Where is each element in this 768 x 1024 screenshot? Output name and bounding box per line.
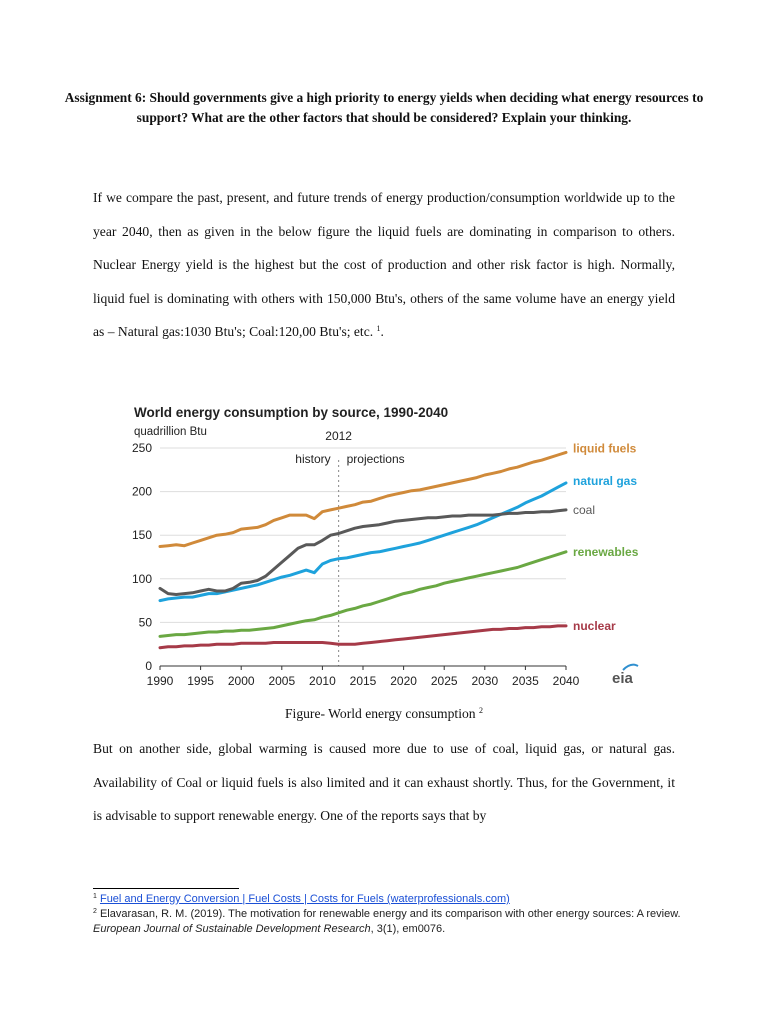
energy-consumption-chart [126,400,646,695]
figure-caption [93,706,675,722]
series-label-liquid-fuels: liquid fuels [573,441,637,456]
paragraph-1-end: . [380,324,384,339]
x-tick-label-2035: 2035 [512,674,539,688]
footnote-1 [93,892,683,907]
series-line-liquid-fuels [160,452,566,546]
y-tick-label-0: 0 [145,659,152,673]
series-label-coal: coal [573,502,596,517]
series-line-nuclear [160,626,566,648]
footnote-2-number: 2 [93,908,97,915]
chart-unit-label: quadrillion Btu [134,426,207,438]
footnote-2-journal: European Journal of Sustainable Development Research [93,923,371,935]
footnote-1-number: 1 [93,893,97,900]
x-tick-label-2020: 2020 [390,674,417,688]
eia-logo-text: eia [612,670,633,687]
footnote-separator [93,888,239,889]
footnote-2-text: Elavarasan, R. M. (2019). The motivation for renewable energy and its comparison with other energy sources: A review. [99,908,681,920]
x-tick-label-2030: 2030 [471,674,499,688]
x-tick-label-2005: 2005 [268,674,296,688]
series-label-renewables: renewables [573,544,639,559]
footnote-1-link[interactable]: Fuel and Energy Conversion | Fuel Costs | Costs for Fuels (waterprofessionals.com) [99,893,510,905]
y-tick-label-100: 100 [131,571,152,586]
eia-logo [612,665,638,687]
history-label: history [295,452,331,466]
x-tick-label-2000: 2000 [227,674,255,688]
series-label-nuclear: nuclear [573,618,616,633]
series-label-natural-gas: natural gas [573,473,638,488]
body-paragraph-1 [93,181,675,349]
projections-label: projections [346,452,405,466]
chart-series [160,452,566,647]
x-tick-label-1995: 1995 [187,674,214,688]
series-line-coal [160,510,566,595]
footnote-ref-2[interactable]: 2 [478,706,483,715]
footnote-2 [93,907,683,937]
body-paragraph-2: But on another side, global warming is caused more due to use of coal, liquid gas, or natural gas. Availability of Coal or liquid fuels is also limited and it can exhaust shortly. Thus, for the Government, it is advisable to support renewable energy. One of the reports says that by [93,741,675,823]
y-tick-label-50: 50 [138,615,152,630]
history-projection-divider [295,429,404,666]
page-title: Assignment 6: Should governments give a high priority to energy yields when deciding what energy resources to support? What are the other factors that should be considered? Explain your thinking. [64,90,704,125]
x-tick-label-2025: 2025 [430,674,458,688]
footnotes [93,892,683,937]
x-tick-label-2015: 2015 [349,674,377,688]
y-tick-label-200: 200 [131,484,152,499]
footnote-2-tail: , 3(1), em0076. [370,923,446,935]
x-tick-label-1990: 1990 [146,674,174,688]
footnote-ref-1[interactable]: 1 [376,324,381,333]
figure-caption-text: Figure- World energy consumption [285,706,479,721]
paragraph-1-text: If we compare the past, present, and future trends of energy production/consumption worldwide up to the year 2040, then as given in the below figure the liquid fuels are dominating in comparison to others. Nuclear Energy yield is the highest but the cost of production and other risk factor is high. Normally, liquid fuel is dominating with others with 150,000 Btu's, others of the same volume have an energy yield as – Natural gas:1030 Btu's; Coal:120,00 Btu's; etc. [93,190,675,339]
divider-year-label: 2012 [325,429,352,443]
series-labels [573,441,639,633]
y-tick-label-150: 150 [131,528,152,543]
chart-title: World energy consumption by source, 1990-2040 [134,405,449,420]
x-tick-label-2010: 2010 [309,674,336,688]
chart-axes [132,441,580,688]
x-tick-label-2040: 2040 [552,674,580,688]
series-line-natural-gas [160,483,566,601]
y-tick-label-250: 250 [131,441,152,455]
